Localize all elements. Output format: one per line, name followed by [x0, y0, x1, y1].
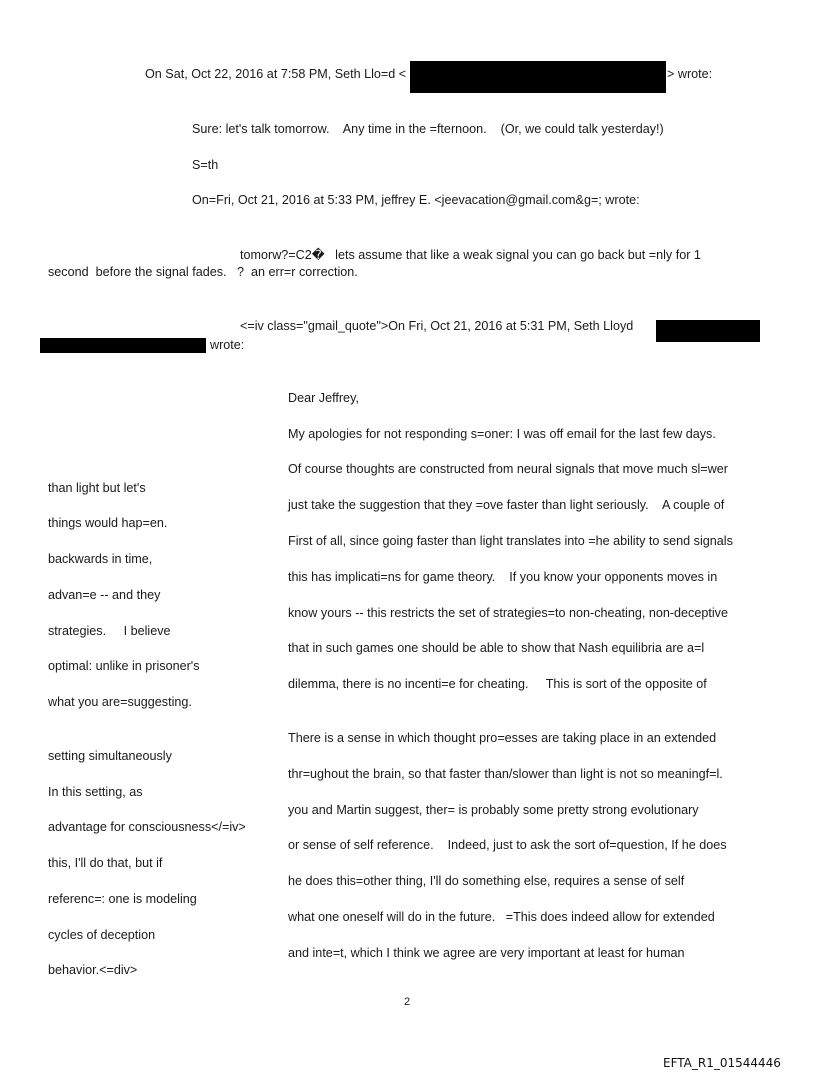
body-line: or sense of self reference. Indeed, just to ask the sort of=question, If he does — [288, 838, 727, 852]
reply-line: Sure: let's talk tomorrow. Any time in the =fternoon. (Or, we could talk yesterday!) — [192, 122, 664, 136]
body-line: know yours -- this restricts the set of strategies=to non-cheating, non-deceptive — [288, 606, 728, 620]
left-line: backwards in time, — [48, 552, 153, 566]
redaction-email-2a — [656, 320, 760, 342]
gmail-quote-header: <=iv class="gmail_quote">On Fri, Oct 21, 2016 at 5:31 PM, Seth Lloyd — [240, 319, 634, 333]
body-line: that in such games one should be able to show that Nash equilibria are a=l — [288, 641, 705, 655]
header-on-sat: On Sat, Oct 22, 2016 at 7:58 PM, Seth Llo=d < — [145, 67, 407, 81]
header-wrote: > wrote: — [667, 67, 713, 81]
left-line: cycles of deception — [48, 928, 156, 942]
document-id: EFTA_R1_01544446 — [663, 1056, 781, 1070]
left-line: than light but let's — [48, 481, 146, 495]
left-line: advantage for consciousness</=iv> — [48, 820, 246, 834]
left-line: things would hap=en. — [48, 516, 168, 530]
body-line: dilemma, there is no incenti=e for cheating. This is sort of the opposite of — [288, 677, 707, 691]
jeffrey-msg-line1: tomorw?=C2� lets assume that like a weak signal you can go back but =nly for 1 — [240, 248, 701, 262]
page-number: 2 — [404, 996, 411, 1008]
body-line: Of course thoughts are constructed from neural signals that move much sl=wer — [288, 462, 728, 476]
body-line: he does this=other thing, I'll do something else, requires a sense of self — [288, 874, 685, 888]
quote-attribution: On=Fri, Oct 21, 2016 at 5:33 PM, jeffrey E. <jeevacation@gmail.com&g=; wrote: — [192, 193, 640, 207]
body-line: There is a sense in which thought pro=esses are taking place in an extended — [288, 731, 717, 745]
left-line: referenc=: one is modeling — [48, 892, 197, 906]
reply-signature: S=th — [192, 158, 219, 172]
left-line: what you are=suggesting. — [48, 695, 192, 709]
body-line: you and Martin suggest, ther= is probably some pretty strong evolutionary — [288, 803, 699, 817]
body-line: First of all, since going faster than light translates into =he ability to send signals — [288, 534, 733, 548]
left-line: this, I'll do that, but if — [48, 856, 163, 870]
body-line: this has implicati=ns for game theory. If you know your opponents moves in — [288, 570, 718, 584]
left-line: In this setting, as — [48, 785, 143, 799]
left-line: strategies. I believe — [48, 624, 171, 638]
body-line: and inte=t, which I think we agree are very important at least for human — [288, 946, 685, 960]
body-line: My apologies for not responding s=oner: I was off email for the last few days. — [288, 427, 716, 441]
gmail-quote-wrote: wrote: — [210, 338, 245, 352]
left-line: behavior.<=div> — [48, 963, 138, 977]
redaction-email-1 — [410, 61, 666, 93]
redaction-email-2b — [40, 338, 206, 353]
left-line: setting simultaneously — [48, 749, 172, 763]
body-line: just take the suggestion that they =ove faster than light seriously. A couple of — [288, 498, 725, 512]
body-line: what one oneself will do in the future. =This does indeed allow for extended — [288, 910, 715, 924]
jeffrey-msg-line2: second before the signal fades. ? an err=r correction. — [48, 265, 358, 279]
salutation: Dear Jeffrey, — [288, 391, 359, 405]
left-line: optimal: unlike in prisoner's — [48, 659, 200, 673]
body-line: thr=ughout the brain, so that faster than/slower than light is not so meaningf=l. — [288, 767, 723, 781]
left-line: advan=e -- and they — [48, 588, 161, 602]
